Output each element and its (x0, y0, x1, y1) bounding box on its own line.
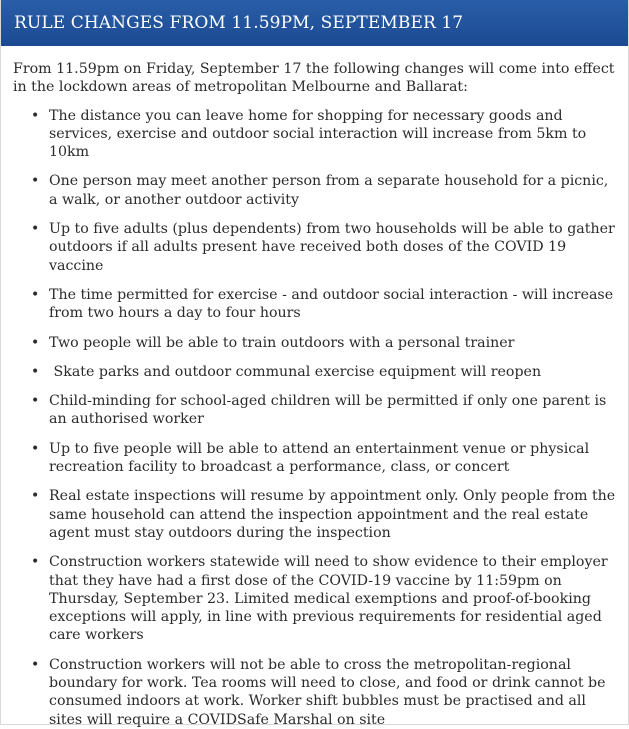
list-item-text: Construction workers will not be able to cross the metropolitan-regional boundary for work. Tea rooms will need to close, and food or drink cannot be consumed indoors at work. Worker shift bubbles must be practised and all sites will require a COVIDSafe Marshal on site (49, 656, 606, 728)
intro-paragraph: From 11.59pm on Friday, September 17 the following changes will come into effect in the lockdown areas of metropolitan Melbourne and Ballarat: (13, 61, 615, 96)
list-item-text: Two people will be able to train outdoors with a personal trainer (49, 334, 515, 351)
list-item (13, 487, 616, 542)
list-item (13, 440, 616, 477)
bullet-icon: • (31, 334, 40, 351)
bullet-icon: • (31, 221, 40, 238)
list-item (13, 656, 616, 729)
bullet-icon: • (31, 173, 40, 190)
list-item (13, 107, 616, 162)
panel-content (1, 46, 628, 729)
list-item-text: The distance you can leave home for shopping for necessary goods and services, exercise and outdoor social interaction will increase from 5km to 10km (49, 107, 587, 161)
list-item (13, 363, 616, 381)
list-item-text: Up to five people will be able to attend an entertainment venue or physical recreation facility to broadcast a performance, class, or concert (49, 440, 590, 476)
list-item (13, 553, 616, 644)
bullet-icon: • (31, 393, 40, 410)
list-item (13, 334, 616, 352)
panel-title: RULE CHANGES FROM 11.59PM, SEPTEMBER 17 (14, 12, 464, 33)
list-item-text: The time permitted for exercise - and outdoor social interaction - will increase from two hours a day to four hours (49, 286, 614, 322)
bullet-icon: • (31, 440, 40, 457)
list-item (13, 392, 616, 429)
list-item-text: One person may meet another person from a separate household for a picnic, a walk, or another outdoor activity (49, 173, 609, 208)
list-item (13, 220, 616, 275)
bullet-icon: • (31, 363, 40, 380)
bullet-icon: • (31, 286, 40, 303)
list-item-text: Child-minding for school-aged children will be permitted if only one parent is an authorised worker (49, 393, 607, 428)
bullet-icon: • (31, 656, 40, 673)
list-item (13, 286, 616, 323)
list-item-text: Up to five adults (plus dependents) from two households will be able to gather outdoors if all adults present have received both doses of the COVID 19 vaccine (49, 221, 615, 274)
bullet-icon: • (31, 488, 40, 505)
list-item (13, 172, 616, 209)
bullet-icon: • (31, 554, 40, 571)
list-item-text: Real estate inspections will resume by appointment only. Only people from the same household can attend the inspection appointment and the real estate agent must stay outdoors during the inspection (49, 488, 616, 541)
panel-header (1, 0, 628, 46)
changes-list (13, 107, 616, 729)
bullet-icon: • (31, 107, 40, 124)
list-item-text: Construction workers statewide will need to show evidence to their employer that they have had a first dose of the COVID-19 vaccine by 11:59pm on Thursday, September 23. Limited medical exemptions and proof-of-booking exceptions will apply, in line with previous requirements for residential aged care workers (49, 554, 608, 644)
list-item-text: Skate parks and outdoor communal exercise equipment will reopen (49, 363, 542, 380)
